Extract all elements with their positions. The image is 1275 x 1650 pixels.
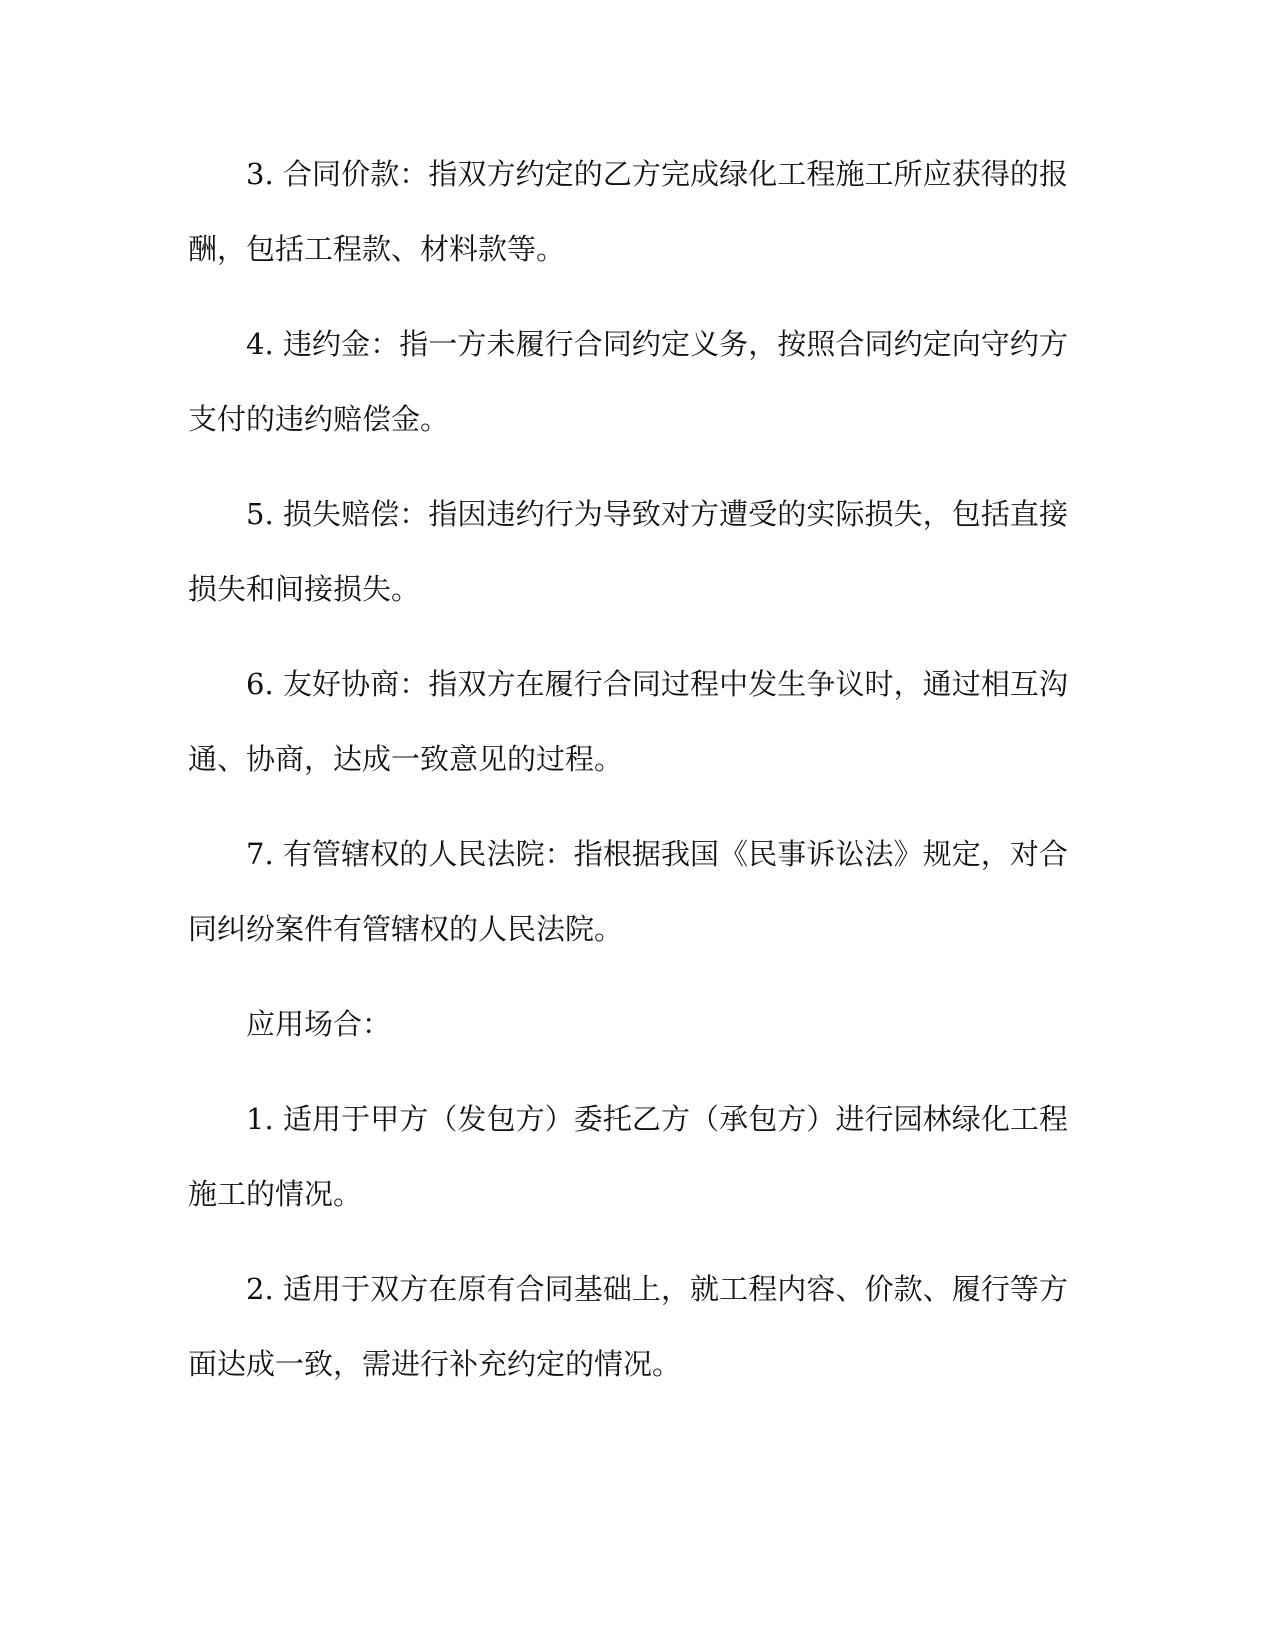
- definition-contract-price: 3. 合同价款：指双方约定的乙方完成绿化工程施工所应获得的报酬，包括工程款、材料款等。: [188, 157, 1068, 266]
- application-item-2: 2. 适用于双方在原有合同基础上，就工程内容、价款、履行等方面达成一致，需进行补充约定的情况。: [188, 1272, 1068, 1381]
- section-heading-applications: 应用场合：: [246, 1007, 392, 1041]
- document-body: [188, 137, 1068, 1402]
- definition-liquidated-damages: 4. 违约金：指一方未履行合同约定义务，按照合同约定向守约方支付的违约赔偿金。: [188, 327, 1068, 436]
- application-item-1: 1. 适用于甲方（发包方）委托乙方（承包方）进行园林绿化工程施工的情况。: [188, 1102, 1068, 1211]
- definition-competent-court: 7. 有管辖权的人民法院：指根据我国《民事诉讼法》规定，对合同纠纷案件有管辖权的人民法院。: [188, 837, 1068, 946]
- definition-loss-compensation: 5. 损失赔偿：指因违约行为导致对方遭受的实际损失，包括直接损失和间接损失。: [188, 497, 1068, 606]
- definition-friendly-negotiation: 6. 友好协商：指双方在履行合同过程中发生争议时，通过相互沟通、协商，达成一致意见的过程。: [188, 667, 1068, 776]
